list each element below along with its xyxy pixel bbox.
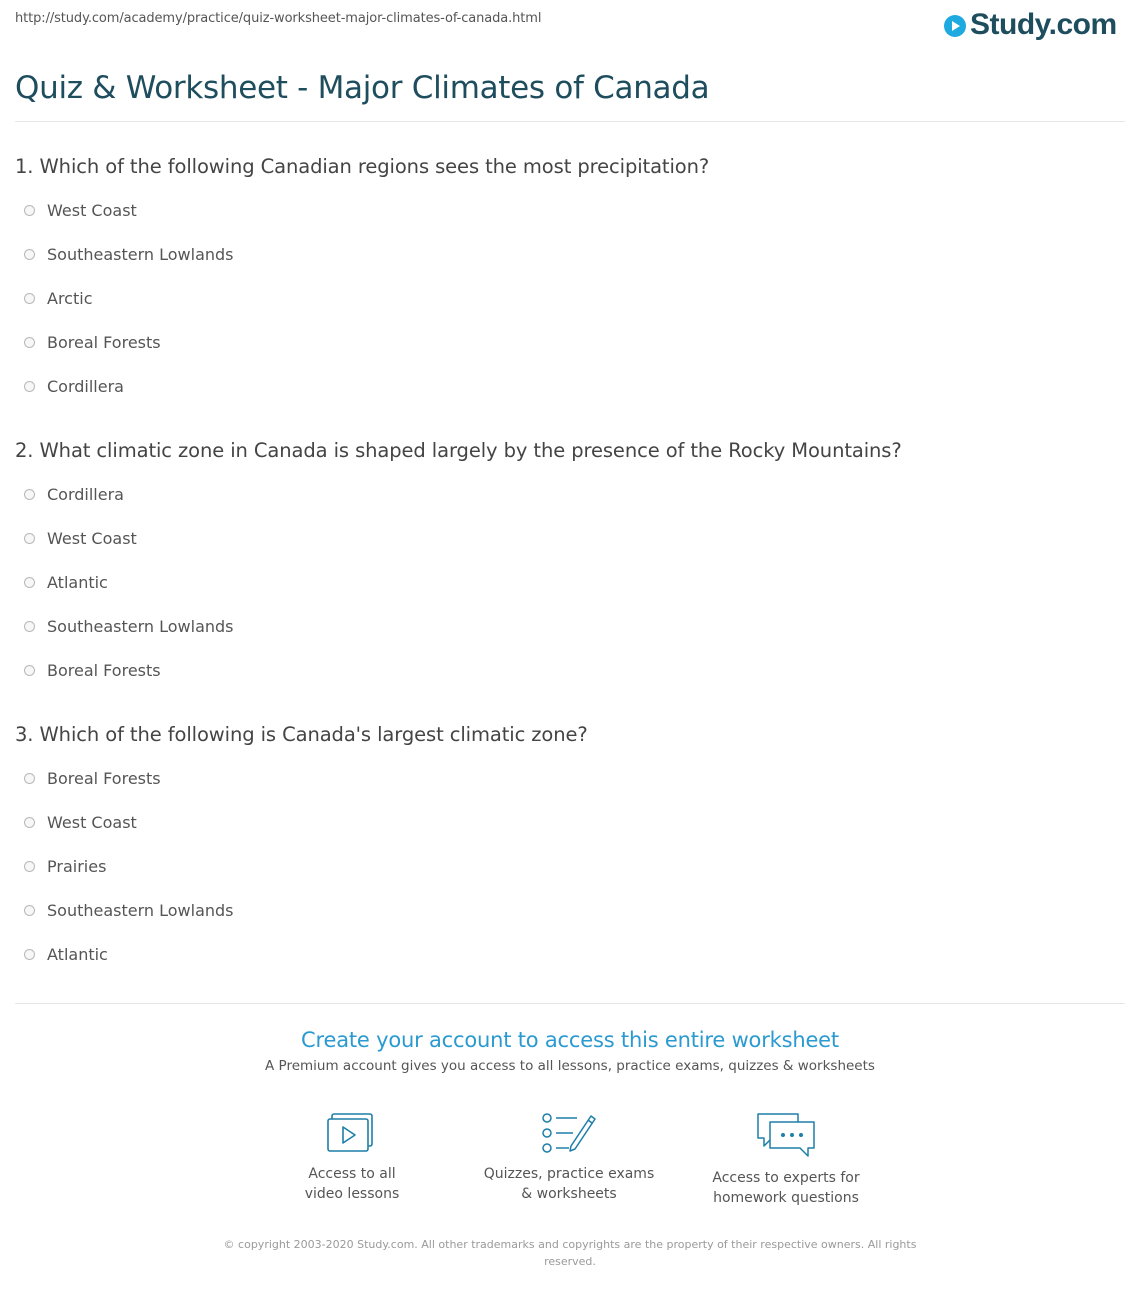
radio-icon[interactable] [24,905,35,916]
radio-icon[interactable] [24,533,35,544]
answer-option[interactable] [24,611,1125,655]
chat-bubbles-icon [754,1110,818,1160]
answer-label: Southeastern Lowlands [47,245,234,264]
premium-features [0,1110,1140,1210]
divider [15,1003,1125,1004]
answer-label: Atlantic [47,573,108,592]
answer-option[interactable] [24,763,1125,807]
question-2 [15,436,1125,699]
copyright-text: © copyright 2003-2020 Study.com. All other trademarks and copyrights are the property of their respective owners. All rights reserved. [223,1238,917,1268]
question-1 [15,152,1125,415]
feature-quizzes [469,1110,669,1204]
study-logo[interactable] [944,8,1117,42]
answer-option[interactable] [24,523,1125,567]
answer-option[interactable] [24,567,1125,611]
answer-label: West Coast [47,201,137,220]
divider [15,121,1125,122]
top-bar [0,0,1140,50]
answer-option[interactable] [24,239,1125,283]
create-account-link[interactable]: Create your account to access this entire worksheet [301,1028,839,1052]
answer-label: Boreal Forests [47,769,161,788]
feature-label: Access to experts for homework questions [712,1170,860,1206]
feature-label: Quizzes, practice exams & worksheets [483,1166,655,1202]
answer-label: Boreal Forests [47,661,161,680]
answer-label: West Coast [47,813,137,832]
answer-option[interactable] [24,655,1125,699]
radio-icon[interactable] [24,949,35,960]
page-title: Quiz & Worksheet - Major Climates of Canada [15,70,710,106]
answer-list [15,479,1125,699]
answer-option[interactable] [24,851,1125,895]
answer-option[interactable] [24,195,1125,239]
answer-list [15,195,1125,415]
radio-icon[interactable] [24,337,35,348]
radio-icon[interactable] [24,621,35,632]
question-text: 3. Which of the following is Canada's largest climatic zone? [15,723,588,746]
question-text: 2. What climatic zone in Canada is shaped largely by the presence of the Rocky Mountains? [15,439,902,462]
answer-label: Southeastern Lowlands [47,901,234,920]
cta-subtitle: A Premium account gives you access to all lessons, practice exams, quizzes & worksheets [265,1058,875,1074]
answer-label: Prairies [47,857,107,876]
answer-label: Southeastern Lowlands [47,617,234,636]
answer-list [15,763,1125,983]
signup-cta [0,1023,1140,1075]
radio-icon[interactable] [24,489,35,500]
radio-icon[interactable] [24,817,35,828]
answer-option[interactable] [24,283,1125,327]
answer-option[interactable] [24,939,1125,983]
answer-label: Arctic [47,289,93,308]
feature-label: Access to all video lessons [304,1166,400,1202]
answer-option[interactable] [24,371,1125,415]
radio-icon[interactable] [24,293,35,304]
answer-label: Cordillera [47,485,124,504]
video-lessons-icon [326,1110,378,1156]
answer-option[interactable] [24,479,1125,523]
answer-label: West Coast [47,529,137,548]
answer-option[interactable] [24,807,1125,851]
question-3 [15,720,1125,983]
radio-icon[interactable] [24,249,35,260]
question-text: 1. Which of the following Canadian regions sees the most precipitation? [15,155,710,178]
radio-icon[interactable] [24,861,35,872]
answer-option[interactable] [24,327,1125,371]
answer-option[interactable] [24,895,1125,939]
play-circle-icon [944,15,966,37]
answer-label: Atlantic [47,945,108,964]
answer-label: Cordillera [47,377,124,396]
radio-icon[interactable] [24,773,35,784]
page-url: http://study.com/academy/practice/quiz-worksheet-major-climates-of-canada.html [15,11,542,26]
quiz-checklist-icon [541,1110,597,1156]
logo-text: Study.com [970,8,1117,41]
feature-video-lessons [252,1110,452,1204]
answer-label: Boreal Forests [47,333,161,352]
feature-experts [686,1110,886,1208]
radio-icon[interactable] [24,381,35,392]
radio-icon[interactable] [24,205,35,216]
radio-icon[interactable] [24,577,35,588]
radio-icon[interactable] [24,665,35,676]
